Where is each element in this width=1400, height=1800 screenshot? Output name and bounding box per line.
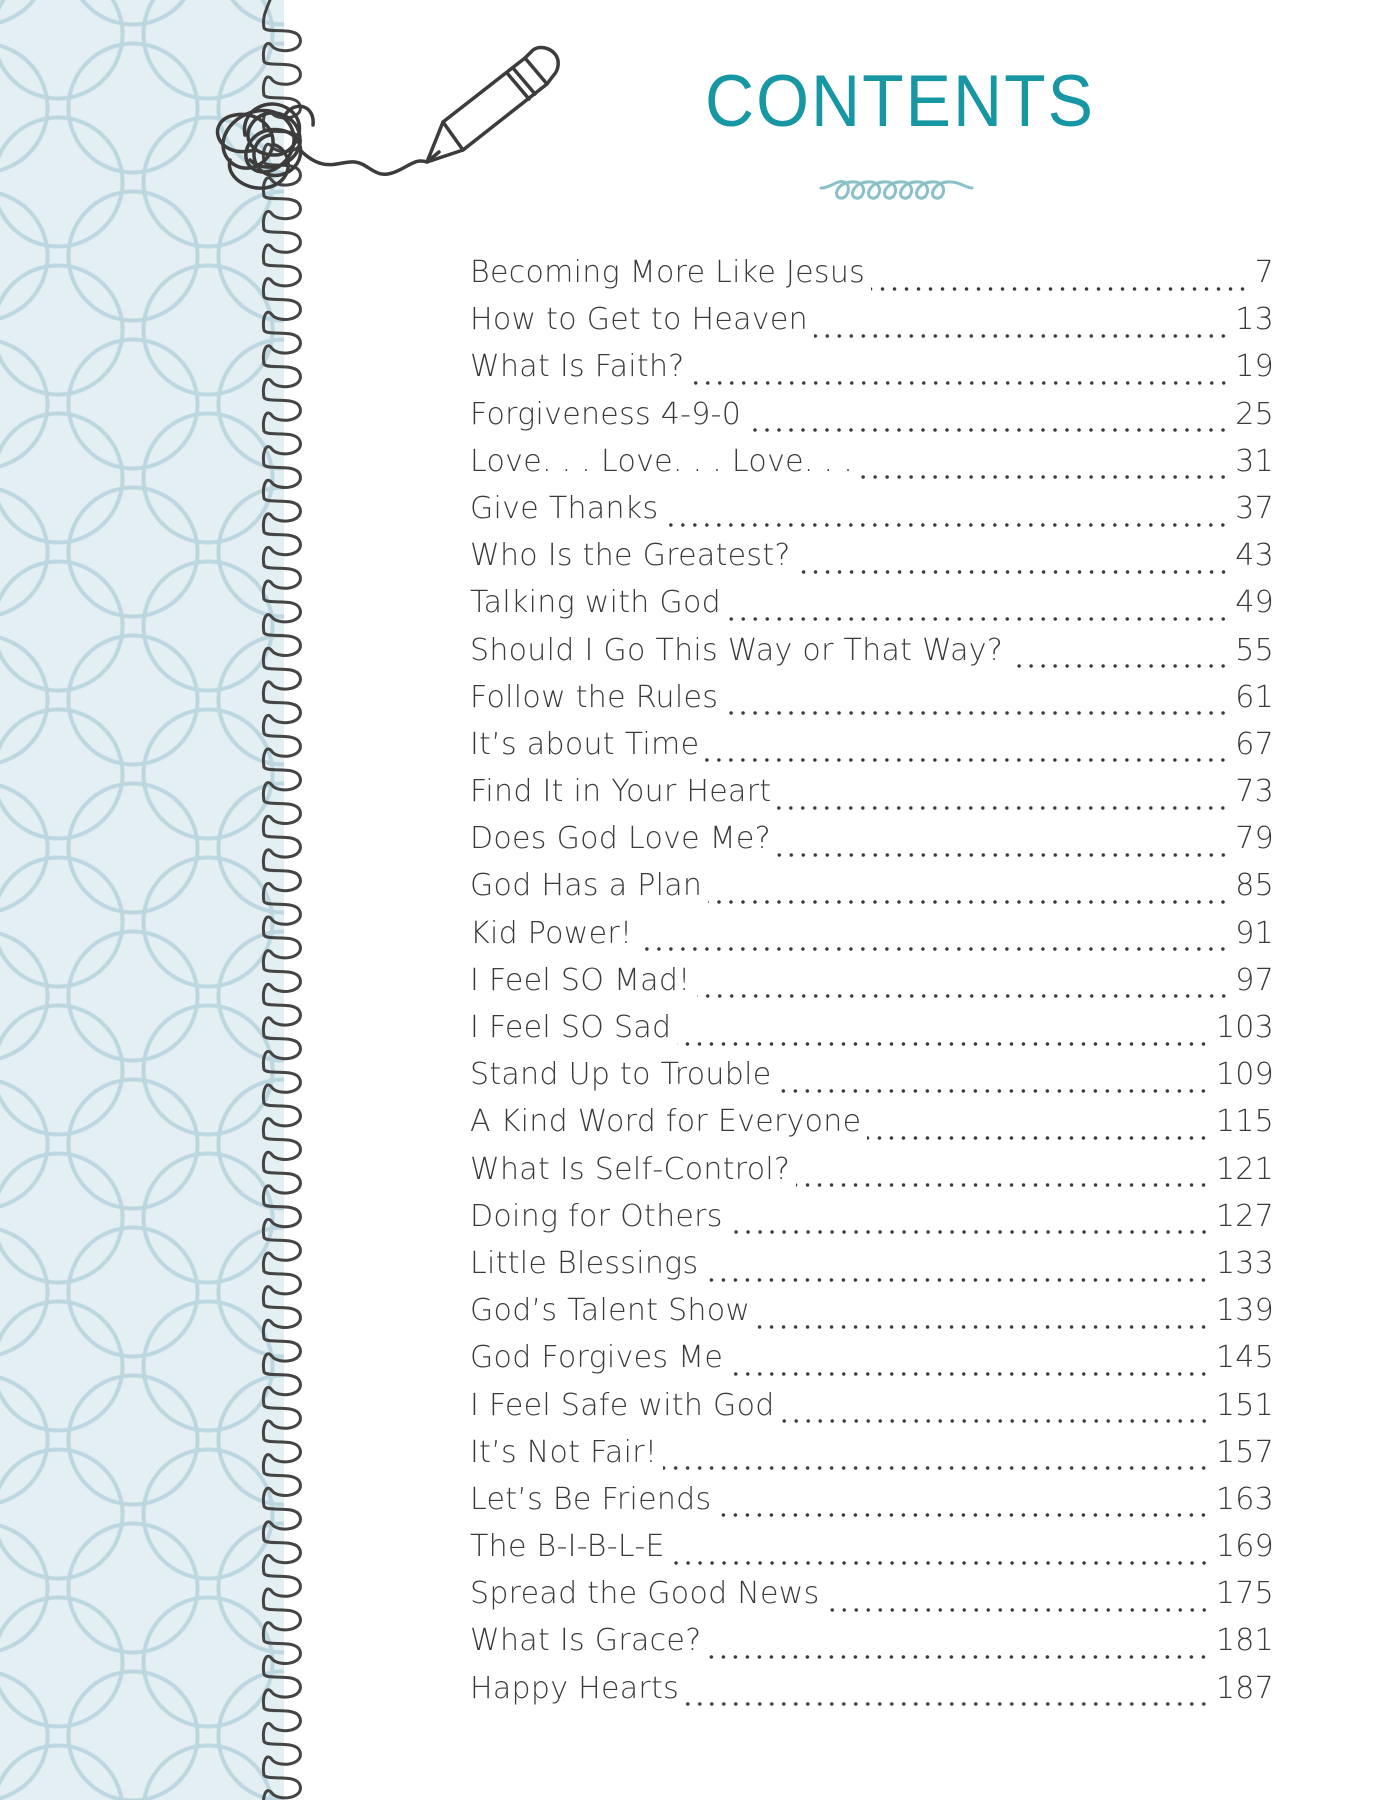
toc-entry-title: Little Blessings	[470, 1245, 699, 1281]
dot-leader	[704, 1278, 1209, 1282]
toc-entry-page: 109	[1215, 1057, 1274, 1093]
toc-entry-page: 49	[1235, 585, 1274, 621]
toc-entry-page: 187	[1215, 1670, 1274, 1706]
toc-entry-title: Happy Hearts	[470, 1670, 680, 1706]
toc-entry	[470, 1010, 1274, 1057]
toc-entry	[470, 1576, 1274, 1623]
toc-entry	[470, 1199, 1274, 1246]
toc-entry-page: 37	[1235, 490, 1274, 526]
dot-leader	[685, 1702, 1210, 1706]
dot-leader	[663, 1466, 1210, 1470]
toc-entry-page: 73	[1235, 774, 1274, 810]
dot-leader	[708, 900, 1229, 904]
toc-entry-page: 151	[1215, 1387, 1274, 1423]
toc-entry-page: 115	[1215, 1104, 1274, 1140]
toc-entry	[470, 963, 1274, 1010]
dot-leader	[638, 947, 1229, 951]
dot-leader	[664, 523, 1229, 527]
toc-entry-page: 31	[1235, 443, 1274, 479]
toc-entry-page: 97	[1235, 962, 1274, 998]
dot-leader	[691, 381, 1230, 385]
dot-leader	[859, 475, 1229, 479]
toc-entry	[470, 633, 1274, 680]
toc-entry-title: I Feel SO Mad!	[470, 962, 691, 998]
toc-entry-title: Love. . . Love. . . Love. . .	[470, 443, 854, 479]
dot-leader	[871, 287, 1249, 291]
toc-entry	[470, 680, 1274, 727]
dot-leader	[867, 1136, 1209, 1140]
toc-entry	[470, 1623, 1274, 1670]
dot-leader	[796, 1183, 1210, 1187]
dot-leader	[747, 428, 1229, 432]
toc-entry	[470, 1104, 1274, 1151]
toc-entry	[470, 1388, 1274, 1435]
dot-leader	[717, 1513, 1209, 1517]
toc-entry	[470, 349, 1274, 396]
toc-entry-page: 145	[1215, 1340, 1274, 1376]
pencil-scribble-doodle	[195, 40, 575, 220]
dot-leader	[705, 758, 1229, 762]
dot-leader	[826, 1608, 1210, 1612]
dot-leader	[727, 617, 1229, 621]
toc-entry-page: 91	[1235, 915, 1274, 951]
dot-leader	[797, 570, 1230, 574]
toc-entry-page: 61	[1235, 679, 1274, 715]
pencil-icon	[427, 47, 558, 162]
toc-entry	[470, 1340, 1274, 1387]
toc-entry	[470, 491, 1274, 538]
page-title: CONTENTS	[705, 59, 1095, 143]
dot-leader	[729, 1372, 1210, 1376]
toc-entry-title: Let’s Be Friends	[470, 1481, 712, 1517]
toc-entry-title: I Feel Safe with God	[470, 1387, 775, 1423]
dot-leader	[707, 1655, 1209, 1659]
toc-entry-title: Give Thanks	[470, 490, 659, 526]
toc-entry	[470, 916, 1274, 963]
toc-entry-title: Who Is the Greatest?	[470, 538, 791, 574]
toc-entry-title: God Has a Plan	[470, 868, 703, 904]
toc-entry-title: The B-I-B-L-E	[470, 1529, 665, 1565]
toc-entry	[470, 1293, 1274, 1340]
toc-entry-page: 19	[1235, 349, 1274, 385]
toc-entry-page: 157	[1215, 1434, 1274, 1470]
dot-leader	[777, 853, 1229, 857]
toc-entry	[470, 774, 1274, 821]
polka-circle-panel	[0, 0, 284, 1800]
toc-entry-page: 55	[1235, 632, 1274, 668]
toc-entry-page: 163	[1215, 1481, 1274, 1517]
toc-entry	[470, 868, 1274, 915]
dot-leader	[697, 994, 1230, 998]
title-swirl-icon	[816, 172, 976, 208]
toc-entry-title: Forgiveness 4-9-0	[470, 396, 742, 432]
toc-entry-title: How to Get to Heaven	[470, 302, 808, 338]
toc-entry	[470, 538, 1274, 585]
toc-entry	[470, 1152, 1274, 1199]
toc-entry-title: God’s Talent Show	[470, 1293, 751, 1329]
toc-entry-page: 13	[1235, 302, 1274, 338]
toc-entry-page: 79	[1235, 821, 1274, 857]
toc-entry-page: 181	[1215, 1623, 1274, 1659]
dot-leader	[1009, 664, 1229, 668]
table-of-contents	[470, 255, 1274, 1718]
dot-leader	[756, 1325, 1210, 1329]
toc-entry-page: 139	[1215, 1293, 1274, 1329]
toc-entry-page: 175	[1215, 1576, 1274, 1612]
toc-entry-title: Follow the Rules	[470, 679, 719, 715]
toc-entry-title: What Is Self-Control?	[470, 1151, 791, 1187]
toc-entry	[470, 397, 1274, 444]
toc-entry-page: 127	[1215, 1198, 1274, 1234]
toc-entry-page: 67	[1235, 726, 1274, 762]
toc-entry-title: Should I Go This Way or That Way?	[470, 632, 1004, 668]
toc-entry	[470, 1529, 1274, 1576]
spiral-binding-icon	[248, 0, 348, 1800]
toc-entry-title: What Is Grace?	[470, 1623, 702, 1659]
toc-entry-page: 85	[1235, 868, 1274, 904]
toc-entry-title: What Is Faith?	[470, 349, 685, 385]
toc-entry-title: It’s about Time	[470, 726, 700, 762]
toc-entry	[470, 1057, 1274, 1104]
toc-entry	[470, 727, 1274, 774]
toc-entry-title: Find It in Your Heart	[470, 774, 772, 810]
toc-entry-title: It’s Not Fair!	[470, 1434, 658, 1470]
toc-entry-page: 169	[1215, 1529, 1274, 1565]
toc-entry	[470, 1435, 1274, 1482]
dot-leader	[671, 1561, 1210, 1565]
dot-leader	[677, 1042, 1209, 1046]
toc-entry	[470, 302, 1274, 349]
toc-entry-page: 25	[1235, 396, 1274, 432]
toc-entry-title: Kid Power!	[470, 915, 633, 951]
toc-entry-title: Becoming More Like Jesus	[470, 255, 866, 290]
dot-leader	[814, 334, 1229, 338]
toc-entry	[470, 1482, 1274, 1529]
toc-entry-title: Doing for Others	[470, 1198, 723, 1234]
toc-entry	[470, 821, 1274, 868]
toc-entry-title: Talking with God	[470, 585, 721, 621]
dot-leader	[781, 1419, 1210, 1423]
toc-entry-title: I Feel SO Sad	[470, 1010, 672, 1045]
dot-leader	[777, 1089, 1209, 1093]
dot-leader	[724, 711, 1229, 715]
toc-entry	[470, 444, 1274, 491]
toc-entry-page: 133	[1215, 1245, 1274, 1281]
toc-entry-page: 103	[1215, 1010, 1274, 1045]
toc-entry-page: 121	[1215, 1151, 1274, 1187]
toc-entry-page: 43	[1235, 538, 1274, 574]
toc-entry-title: God Forgives Me	[470, 1340, 724, 1376]
toc-entry	[470, 1671, 1274, 1718]
toc-entry-title: Does God Love Me?	[470, 821, 771, 857]
toc-entry-title: Stand Up to Trouble	[470, 1057, 772, 1093]
dot-leader	[777, 806, 1229, 810]
scribble-icon	[218, 104, 427, 188]
toc-entry	[470, 255, 1274, 302]
toc-entry	[470, 585, 1274, 632]
toc-entry-title: A Kind Word for Everyone	[470, 1104, 862, 1140]
dot-leader	[729, 1230, 1210, 1234]
toc-entry-title: Spread the Good News	[470, 1576, 820, 1612]
toc-entry-page: 7	[1254, 255, 1274, 290]
toc-entry	[470, 1246, 1274, 1293]
